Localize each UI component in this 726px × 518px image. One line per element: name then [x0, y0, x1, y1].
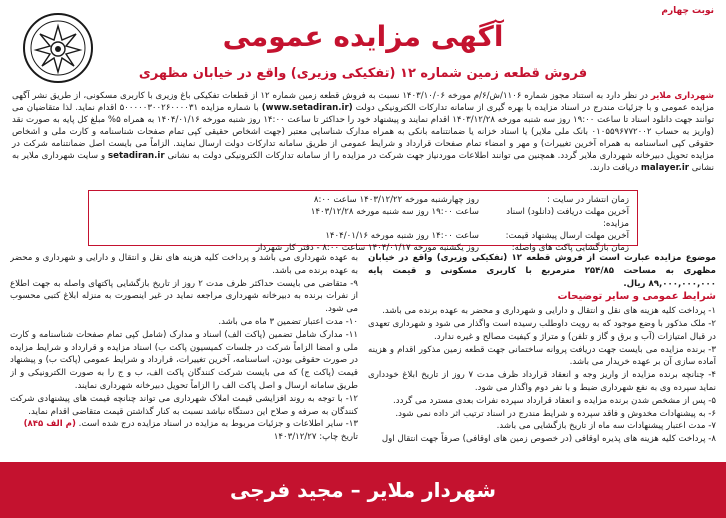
print-date: تاریخ چاپ: ۱۴۰۳/۱۲/۲۷ — [273, 432, 358, 443]
condition-item: ۱۱- مدارک شامل تضمین (پاکت الف) اسناد و مدارک (شامل کپی تمام صفحات شناسنامه و کارت ملی و امضا الزاماً شرکت در جلسات کمیسیون پاکت ب) اسناد مزایده و قرارداد و شرایط مزایده در صورت حقوقی بودن، اساسنامه، آخرین تغییرات، قرارداد و شرایط عمومی (پاکت ب) و پیشنهاد قیمت (پاکت ج) که می بایست شرکت کنندگان پاکت الف، ب و ج را به صورت الکترونیکی و از طریق سامانه ارسال و اصل پاکت الف را الزاماً تحویل دبیرخانه شهرداری نمایند. — [10, 329, 358, 391]
signature-bar — [0, 462, 726, 518]
intro-paragraph: شهرداری ملایر در نظر دارد به استناد مجوز شماره ۱۱۰۶/ش/۶/م مورخه ۱۴۰۳/۱۰/۰۶ نسبت به فروش قطعه زمین شماره ۱۲ از قطعات تفکیکی باغ وزیری با کاربری مسکونی، از طریق نشر آگهی مزایده عمومی و با جزئیات مندرج در اسناد مزایده با بهره گیری از سامانه تدارکات الکترونیکی دولت (www.setadiran.ir) با شماره مزایده ۵۰۰۰۰۰۳۰۰۲۶۰۰۰۰۳۱ اقدام نماید. لذا متقاضیان می توانند جهت دانلود اسناد تا ساعت ۱۹:۰۰ روز سه شنبه مورخه ۱۴۰۳/۱۲/۲۸ اقدام نمایند و پیشنهاد خود را حداکثر تا ساعت ۱۴:۰۰ روز شنبه مورخه ۱۴۰۴/۰۱/۱۶ به همراه ۵% مبلغ کل پایه به صورت نقد (واریز به حساب ۰۱۰۵۵۹۶۷۷۲۰۰۲ بانک ملی ملایر) یا اسناد خزانه یا ضمانتنامه بانکی به همراه مدارک شناسایی معتبر (جهت اشخاص حقیقی کپی تمام صفحات شناسنامه و کارت ملی و اشخاص حقوقی کپی اساسنامه به همراه آخرین تغییرات) و مهر و امضاء تمام صفحات قرارداد و شرایط عمومی از طریق سامانه تدارکات دولت ارسال نمایند. الزاماً می بایست اصل ضمانتنامه شرکت در مزایده تحویل دبیرخانه شهرداری ملایر گردد. همچنین می توانند اطلاعات موردنیاز جهت شرکت در مزایده را از سامانه تدارکات الکترونیکی دولت به نشانی setadiran.ir و سایت شهرداری ملایر به نشانی malayer.ir دریافت دارند. — [12, 91, 715, 173]
condition-item: ۶- به پیشنهادات مخدوش و فاقد سپرده و شرایط مندرج در اسناد ترتیب اثر داده نمی شود. — [395, 408, 716, 419]
condition-item: ۵- پس از مشخص شدن برنده مزایده و انعقاد قرارداد سپرده نفرات بعدی مسترد می گردد. — [393, 395, 716, 406]
malayer-link: malayer.ir — [640, 163, 690, 173]
round-tag: نوبت چهارم — [661, 6, 714, 16]
conditions-columns — [8, 252, 718, 456]
notice-title: آگهی مزایده عمومی — [222, 20, 504, 53]
setadiran-site: (www.setadiran.ir) — [261, 103, 353, 113]
notice-code: (م الف ۸۴۵) — [23, 419, 76, 430]
schedule-row: زمان بازگشایی پاکت های واصله: روز یکشنبه مورخه ۱۴۰۴/۰۱/۱۷ ساعت ۸:۰۰ - دفتر کار شهردار — [255, 243, 629, 253]
organization-name: شهرداری ملایر — [650, 91, 714, 101]
condition-item: ۳- برنده مزایده می بایست جهت دریافت پروانه ساختمانی جهت قطعه زمین مذکور اقدام و هزینه آماده سازی آن بر عهده خریدار می باشد. — [368, 344, 716, 368]
auction-subject: موضوع مزایده عبارت است از فروش قطعه ۱۲ (تفکیکی وزیری) واقع در خیابان مظهری به مساحت ۲۵۴/۸۵ مترمربع با کاربری مسکونی و قیمت پایه ۸۹,۰۰۰,۰۰۰,۰۰۰ ریال. — [368, 253, 716, 289]
conditions-heading: شرایط عمومی و سایر توضیحات — [557, 291, 716, 303]
condition-item: ۱۰- مدت اعتبار تضمین ۳ ماه می باشد. — [218, 316, 358, 327]
schedule-box — [88, 190, 638, 253]
condition-item: ۴- چنانچه برنده مزایده از واریز وجه و انعقاد قرارداد ظرف مدت ۷ روز از تاریخ ابلاغ خودداری نماید سپرده وی به نفع شهرداری ضبط و با نفر دوم واگذار می شود. — [368, 370, 716, 393]
condition-item: ۸- پرداخت کلیه هزینه های پذیره اوقافی (در خصوص زمین های اوقافی) صرفاً جهت انتقال اول — [381, 434, 716, 445]
municipality-emblem-icon — [22, 12, 94, 84]
condition-item: ۱- پرداخت کلیه هزینه های نقل و انتقال و دارایی و شهرداری و محضر به عهده برنده می باشد. — [382, 306, 716, 317]
mayor-signature: شهردار ملایر – مجید فرجی — [230, 478, 497, 502]
left-column — [10, 252, 358, 456]
schedule-row: آخرین مهلت ارسال پیشنهاد قیمت: ساعت ۱۴:۰۰ روز شنبه مورخه ۱۴۰۴/۰۱/۱۶ — [325, 231, 629, 241]
schedule-row: زمان انتشار در سایت : روز چهارشنبه مورخه ۱۴۰۳/۱۲/۲۲ ساعت ۸:۰۰ — [313, 195, 629, 205]
setadiran-link: setadiran.ir — [108, 151, 165, 161]
notice-subtitle: فروش قطعه زمین شماره ۱۲ (تفکیکی وزیری) واقع در خیابان مظهری — [138, 66, 588, 81]
condition-item: ۹- متقاضی می بایست حداکثر ظرف مدت ۲ روز از تاریخ بازگشایی پاکتهای واصله به جهت اطلاع از نفرات برنده به دبیرخانه شهرداری مراجعه نماید در غیر اینصورت به منزله ابلاغ کتبی محسوب می شود. — [10, 278, 358, 315]
notice-header — [8, 4, 718, 88]
right-column — [368, 252, 716, 456]
condition-item: ۷- مدت اعتبار پیشنهادات سه ماه از تاریخ بازگشایی می باشد. — [496, 421, 716, 432]
condition-item: ۱۳- سایر اطلاعات و جزئیات مربوط به مزایده در اسناد مزایده درج شده است. (م الف ۸۴۵) — [23, 419, 358, 430]
condition-item: به عهده شهرداری می باشد و پرداخت کلیه هزینه های نقل و انتقال و دارایی و شهرداری و محضر به عهده برنده می باشد. — [10, 253, 358, 276]
condition-item: ۱۲- با توجه به روند افزایشی قیمت املاک شهرداری می تواند چنانچه قیمت های پیشنهادی شرکت کنندگان به صرفه و صلاح این دستگاه نباشد نسبت به کنار گذاشتن قیمت متقاضی اقدام نماید. — [10, 393, 358, 417]
condition-item: ۲- ملک مذکور با وضع موجود که به رویت داوطلب رسیده است واگذار می شود و شهرداری تعهدی در قبال امتیازات (آب و برق و گاز و تلفن) و متراژ و کیفیت مصالح و غیره ندارد. — [368, 318, 716, 342]
schedule-row: آخرین مهلت دریافت (دانلود) اسناد مزایده: ساعت ۱۹:۰۰ روز سه شنبه مورخه ۱۴۰۳/۱۲/۲۸ — [310, 207, 629, 229]
